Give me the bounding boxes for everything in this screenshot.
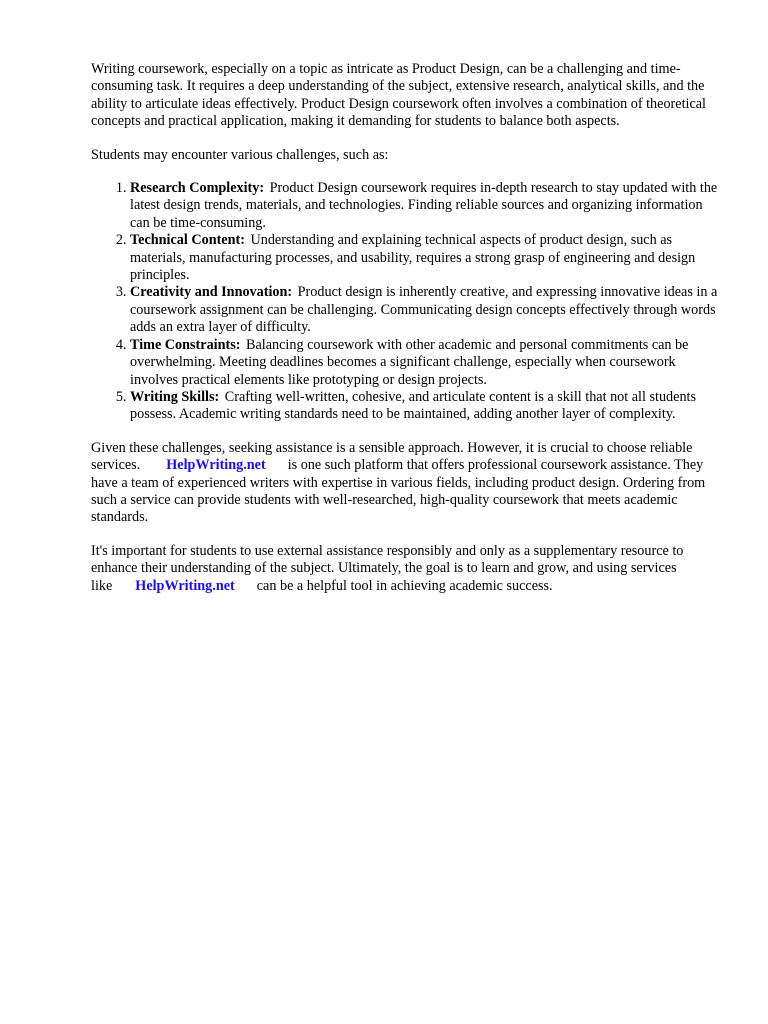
recommendation-paragraph [91, 440, 721, 527]
challenges-list [91, 180, 721, 424]
challenge-text: Crafting well-written, cohesive, and articulate content is a skill that not all students possess. Academic writing standards need to be maintained, adding another layer of complexity. [130, 388, 696, 423]
challenge-item [130, 284, 721, 336]
challenges-lead-paragraph: Students may encounter various challenges, such as: [91, 146, 389, 163]
helpwriting-link[interactable]: HelpWriting.net [166, 457, 266, 474]
challenge-term: Research Complexity: [130, 180, 265, 197]
challenge-item [130, 389, 721, 424]
challenge-text: Product design is inherently creative, and expressing innovative ideas in a coursework assignment can be challenging. Communicating design concepts effectively through words adds an extra layer of difficulty. [130, 284, 718, 336]
recommendation-text-after: is one such platform that offers professional coursework assistance. They have a team of experienced writers with expertise in various fields, including product design. Ordering from such a service can provide students with well-researched, high-quality coursework that meets academic standards. [91, 457, 706, 526]
recommendation-text-before: Given these challenges, seeking assistance is a sensible approach. However, it is crucial to choose reliable services. [91, 439, 693, 474]
closing-text-before: It's important for students to use external assistance responsibly and only as a supplementary resource to enhance their understanding of the subject. Ultimately, the goal is to learn and grow, and using services like [91, 542, 684, 594]
challenge-term: Creativity and Innovation: [130, 284, 293, 301]
helpwriting-link[interactable]: HelpWriting.net [135, 577, 235, 594]
challenge-text: Product Design coursework requires in-depth research to stay updated with the latest design trends, materials, and technologies. Finding reliable sources and organizing information can be time-consuming. [130, 180, 718, 231]
challenge-item [130, 337, 721, 389]
challenge-term: Writing Skills: [130, 388, 220, 405]
challenge-term: Time Constraints: [130, 336, 241, 353]
intro-paragraph: Writing coursework, especially on a topic as intricate as Product Design, can be a challenging and time-consuming task. It requires a deep understanding of the subject, extensive research, analytical skills, and the ability to articulate ideas effectively. Product Design coursework often involves a combination of theoretical concepts and practical application, making it demanding for students to balance both aspects. [91, 61, 706, 130]
challenge-text: Balancing coursework with other academic and personal commitments can be overwhelming. Meeting deadlines becomes a significant challenge, especially when coursework involves practical elements like prototyping or design projects. [130, 336, 689, 388]
challenge-item [130, 180, 721, 232]
closing-paragraph [91, 543, 721, 595]
closing-text-after: can be a helpful tool in achieving academic success. [256, 577, 553, 594]
challenge-text: Understanding and explaining technical aspects of product design, such as materials, manufacturing processes, and usability, requires a strong grasp of engineering and design principles. [130, 232, 696, 284]
challenge-item [130, 232, 721, 284]
document-body [91, 61, 721, 611]
challenge-term: Technical Content: [130, 232, 245, 249]
